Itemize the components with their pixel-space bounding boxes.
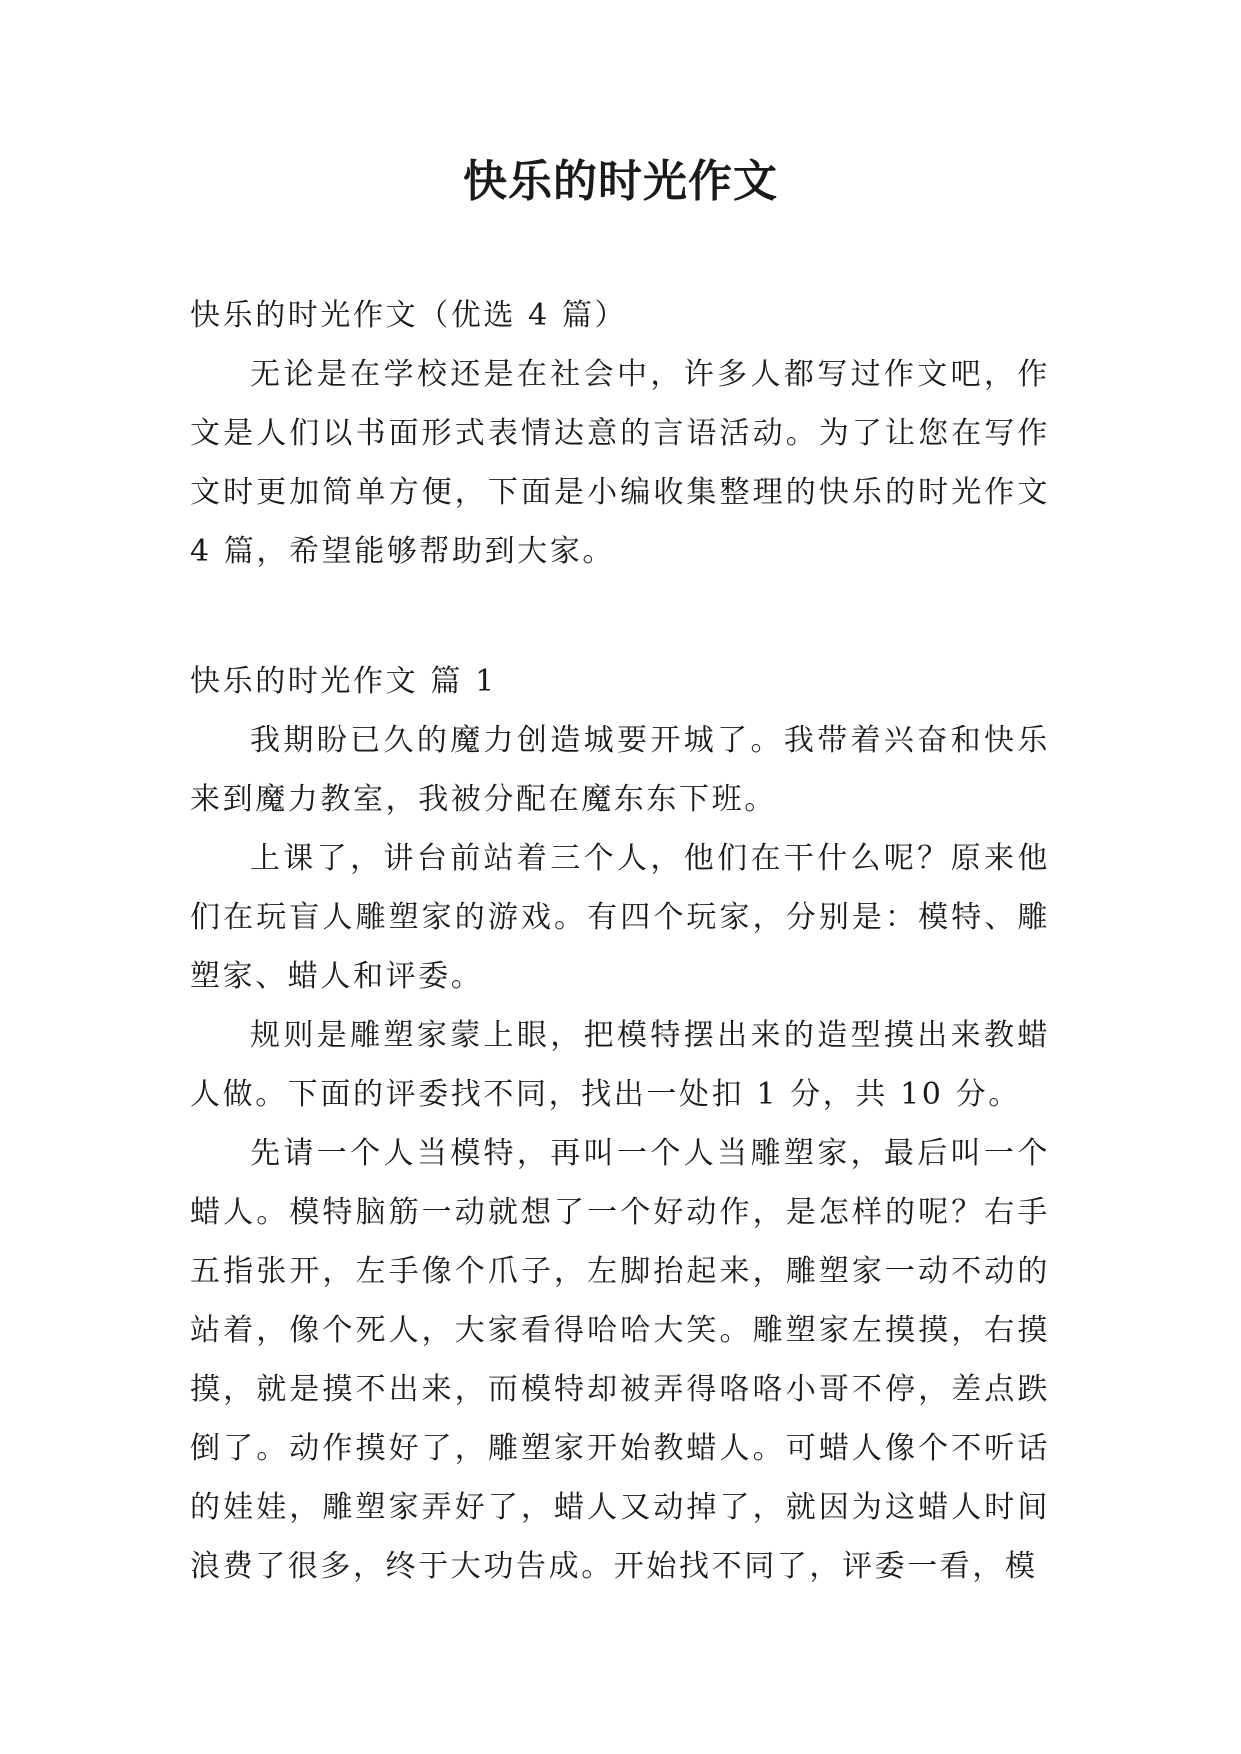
paragraph: 我期盼已久的魔力创造城要开城了。我带着兴奋和快乐来到魔力教室，我被分配在魔东东下班。 (190, 723, 1050, 817)
section-heading: 快乐的时光作文 篇 1 (190, 664, 497, 699)
intro-paragraph: 无论是在学校还是在社会中，许多人都写过作文吧，作文是人们以书面形式表情达意的言语活动。为了让您在写作文时更加简单方便，下面是小编收集整理的快乐的时光作文 4 篇，希望能够帮助到大家。 (190, 357, 1050, 569)
section-spacer (190, 581, 1050, 640)
document-body (190, 286, 1050, 1596)
paragraph: 先请一个人当模特，再叫一个人当雕塑家，最后叫一个蜡人。模特脑筋一动就想了一个好动作，是怎样的呢？右手五指张开，左手像个爪子，左脚抬起来，雕塑家一动不动的站着，像个死人，大家看得哈哈大笑。雕塑家左摸摸，右摸摸，就是摸不出来，而模特却被弄得咯咯小哥不停，差点跌倒了。动作摸好了，雕塑家开始教蜡人。可蜡人像个不听话的娃娃，雕塑家弄好了，蜡人又动掉了，就因为这蜡人时间浪费了很多，终于大功告成。开始找不同了，评委一看，模 (190, 1136, 1050, 1584)
document-title: 快乐的时光作文 (463, 156, 778, 207)
paragraph: 上课了，讲台前站着三个人，他们在干什么呢？原来他们在玩盲人雕塑家的游戏。有四个玩家，分别是：模特、雕塑家、蜡人和评委。 (190, 841, 1050, 994)
paragraph: 规则是雕塑家蒙上眼，把模特摆出来的造型摸出来教蜡人做。下面的评委找不同，找出一处扣 1 分，共 10 分。 (190, 1018, 1050, 1112)
document-subtitle: 快乐的时光作文（优选 4 篇） (190, 298, 628, 333)
